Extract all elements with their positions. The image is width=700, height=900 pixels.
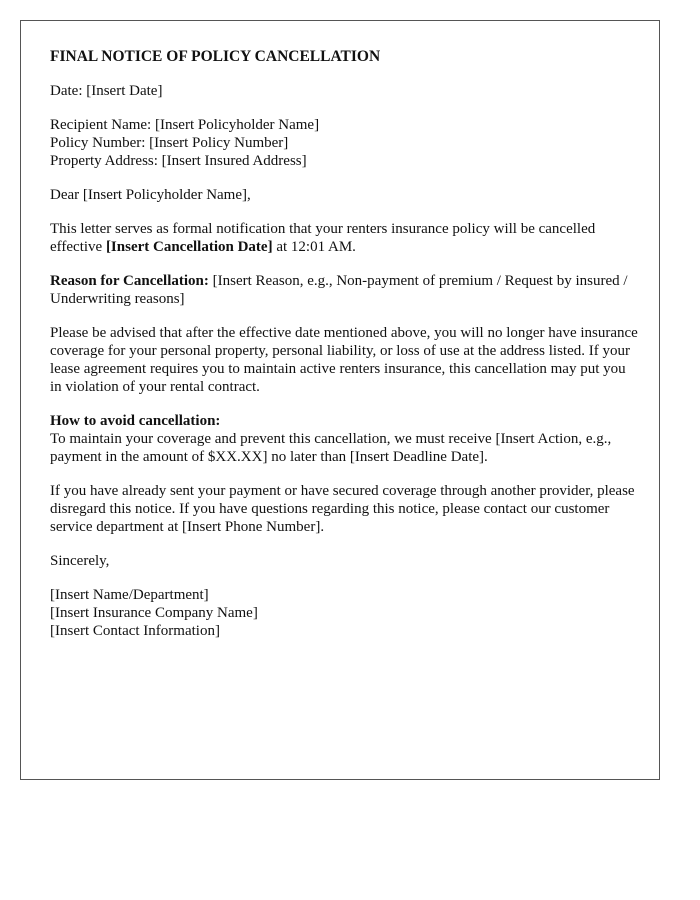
reason-text: [Insert Reason, e.g., Non-payment of premium / Request by insured / Underwriting reasons] <box>50 273 628 307</box>
policy-number-line: Policy Number: [Insert Policy Number] <box>50 135 289 151</box>
closing: Sincerely, <box>50 553 110 569</box>
signature-company-line: [Insert Insurance Company Name] <box>50 605 258 621</box>
reason-label: Reason for Cancellation: <box>50 273 209 289</box>
signature-block <box>50 586 640 640</box>
avoid-heading-text: How to avoid cancellation: <box>50 413 221 429</box>
signature-name-line: [Insert Name/Department] <box>50 587 209 603</box>
letter-title: FINAL NOTICE OF POLICY CANCELLATION <box>50 48 381 65</box>
avoid-text: To maintain your coverage and prevent this cancellation, we must receive [Insert Action, e.g., payment in the amount of $XX.XX] no later than [Insert Deadline Date]. <box>50 431 612 465</box>
intro-text: This letter serves as formal notification that your renters insurance policy will be cancelled effective <box>50 221 596 255</box>
intro-paragraph <box>50 220 640 256</box>
recipient-name-line: Recipient Name: [Insert Policyholder Name] <box>50 117 320 133</box>
avoid-cancellation-block <box>50 412 640 466</box>
avoid-heading <box>50 412 640 430</box>
intro-time: at 12:01 AM. <box>272 239 356 255</box>
advisory-paragraph: Please be advised that after the effective date mentioned above, you will no longer have insurance coverage for your personal property, personal liability, or loss of use at the address listed. If your lease agreement requires you to maintain active renters insurance, this cancellation may put you in violation of your rental contract. <box>50 325 638 395</box>
letter-body <box>50 48 640 656</box>
letter-page <box>20 20 660 780</box>
salutation: Dear [Insert Policyholder Name], <box>50 187 251 203</box>
cancellation-date: [Insert Cancellation Date] <box>105 239 273 255</box>
reason-paragraph <box>50 272 640 308</box>
property-address-line: Property Address: [Insert Insured Address] <box>50 153 307 169</box>
date-line: Date: [Insert Date] <box>50 83 163 99</box>
signature-contact-line: [Insert Contact Information] <box>50 623 220 639</box>
disregard-paragraph: If you have already sent your payment or have secured coverage through another provider, please disregard this notice. If you have questions regarding this notice, please contact our customer service department at [Insert Phone Number]. <box>50 483 635 535</box>
recipient-block <box>50 116 640 170</box>
